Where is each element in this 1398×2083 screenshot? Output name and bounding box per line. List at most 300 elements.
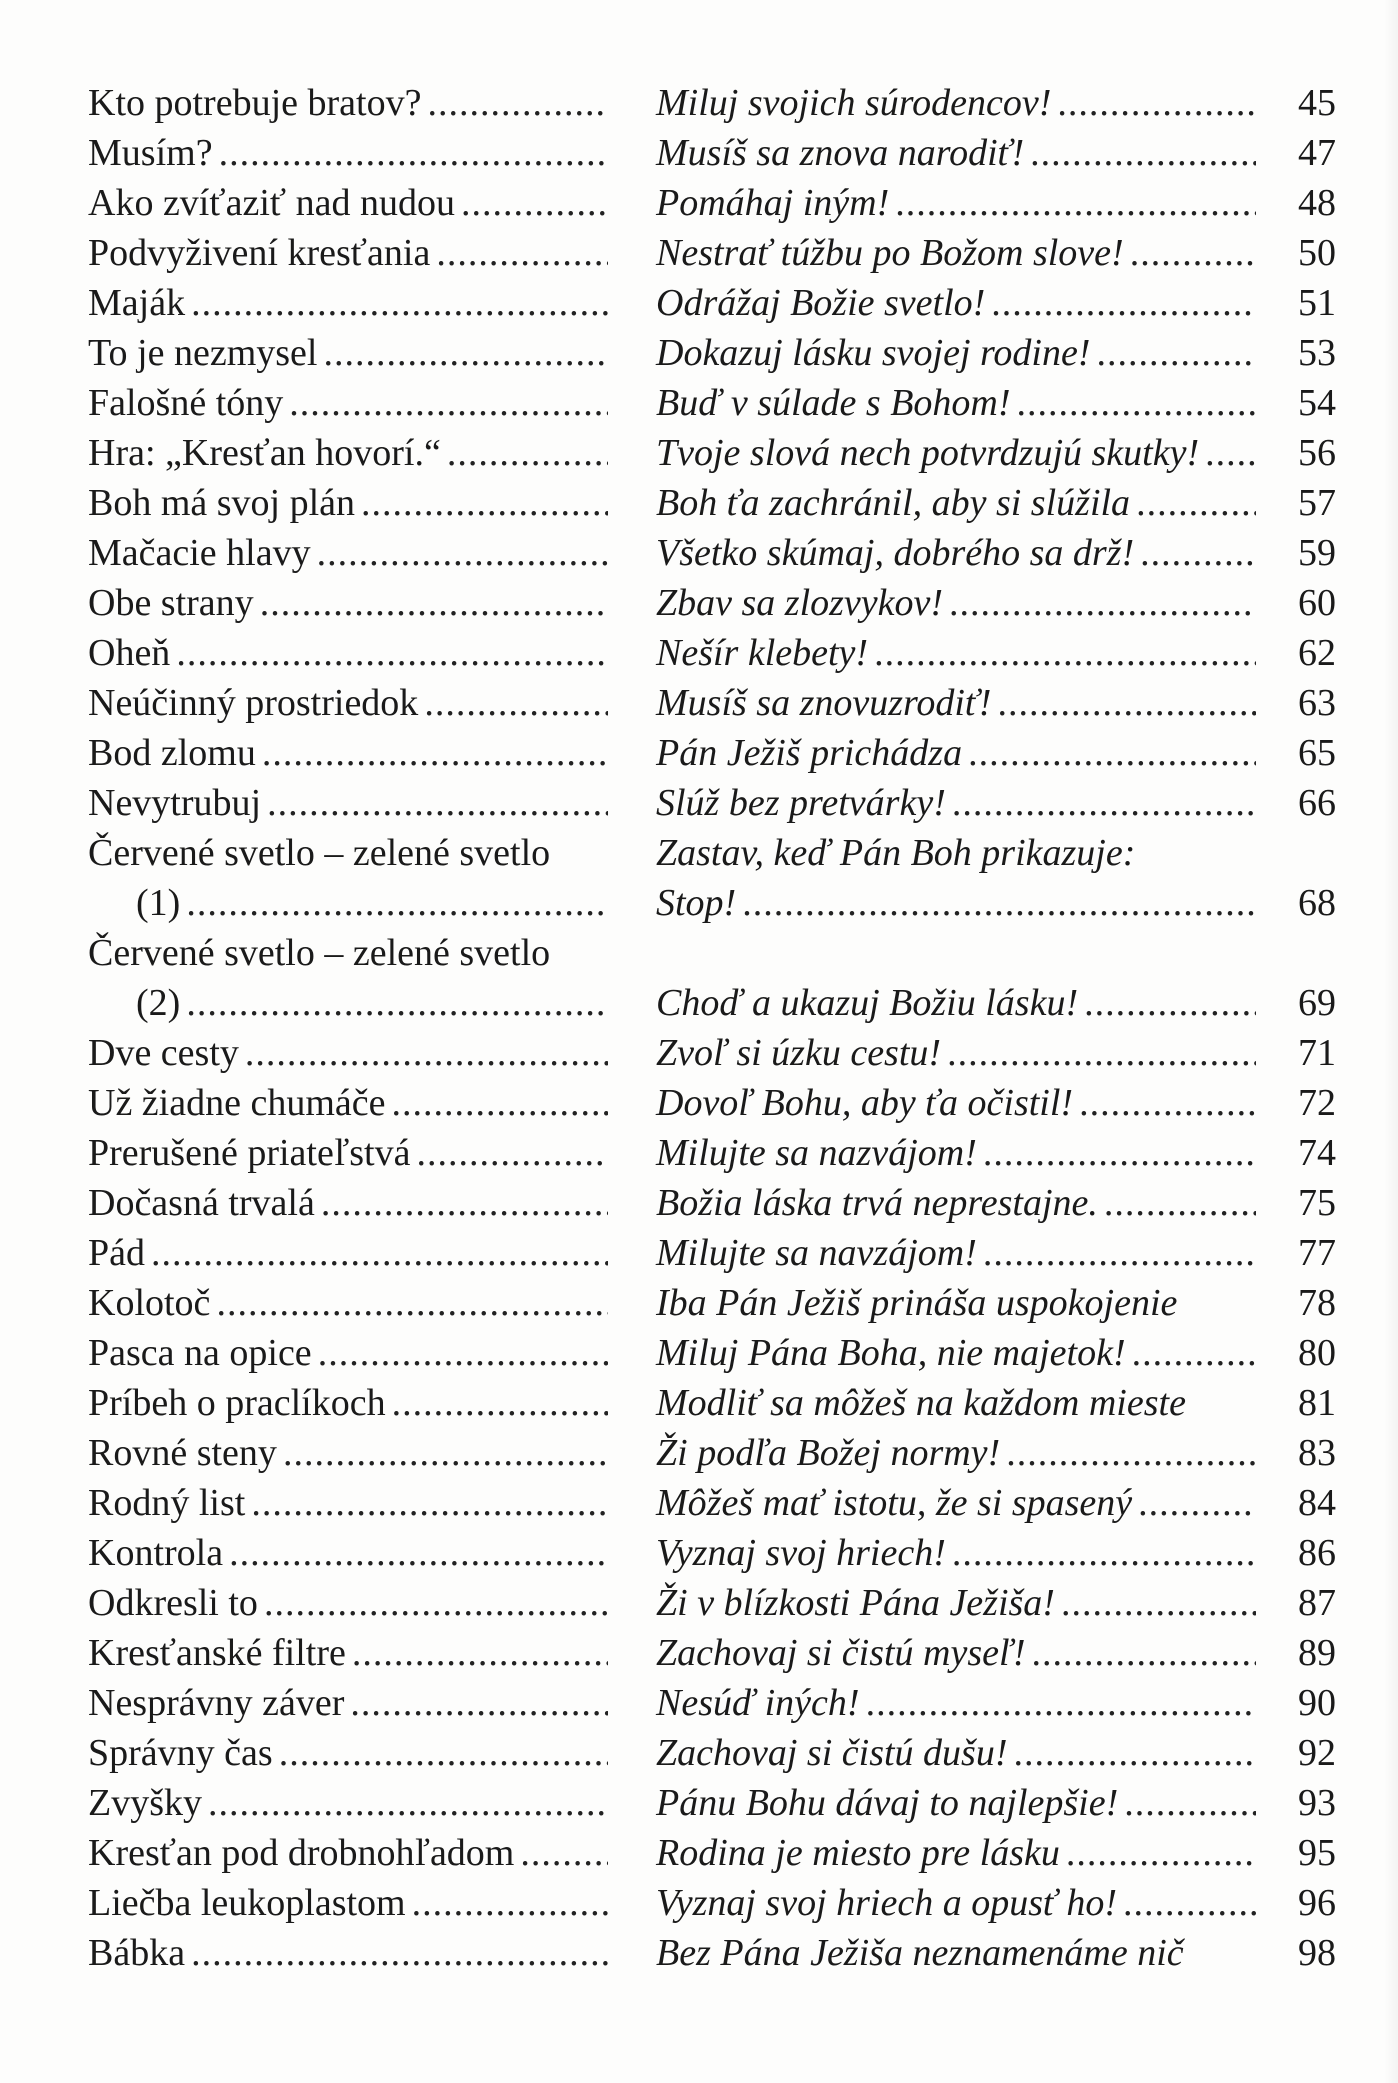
entry-motto-cell [656, 378, 1256, 428]
entry-title: Už žiadne chumáče [88, 1082, 386, 1124]
entry-title-cell [88, 828, 608, 928]
entry-motto-cell [656, 1928, 1256, 1978]
entry-title-cell [88, 578, 608, 628]
entry-title-cell [88, 328, 608, 378]
entry-motto-cell [656, 1278, 1256, 1328]
dot-leader [318, 1328, 608, 1378]
entry-motto-cell [656, 1028, 1256, 1078]
toc-entry [88, 1078, 1358, 1128]
toc-entry [88, 1878, 1358, 1928]
entry-page-number: 69 [1298, 982, 1336, 1024]
entry-title-cell [88, 928, 608, 1028]
entry-title: Dočasná trvalá [88, 1182, 315, 1224]
entry-title-line [88, 228, 608, 278]
entry-page-number: 56 [1298, 432, 1336, 474]
entry-page-number: 80 [1298, 1332, 1336, 1374]
entry-title-line [88, 678, 608, 728]
entry-motto: Nešír klebety! [656, 632, 869, 674]
entry-title-line [88, 1028, 608, 1078]
entry-motto: Dokazuj lásku svojej rodine! [656, 332, 1091, 374]
entry-motto-cell [656, 1878, 1256, 1928]
dot-leader [245, 1028, 608, 1078]
entry-motto-cell [656, 778, 1256, 828]
entry-motto: Ži v blízkosti Pána Ježiša! [656, 1582, 1055, 1624]
toc-entry [88, 1928, 1358, 1978]
toc-entry [88, 1478, 1358, 1528]
entry-title-line [88, 1628, 608, 1678]
entry-title-cell [88, 228, 608, 278]
entry-motto-cell [656, 1328, 1256, 1378]
toc-entry [88, 278, 1358, 328]
entry-motto: Pán Ježiš prichádza [656, 732, 963, 774]
dot-leader [216, 1278, 608, 1328]
entry-title-cell [88, 1078, 608, 1128]
dot-leader [1006, 1428, 1256, 1478]
entry-title-line [88, 528, 608, 578]
entry-title-line [88, 1578, 608, 1628]
dot-leader [279, 1728, 608, 1778]
entry-title: Obe strany [88, 582, 254, 624]
entry-motto: Rodina je miesto pre lásku [656, 1832, 1060, 1874]
entry-motto: Zbav sa zlozvykov! [656, 582, 944, 624]
entry-title-cell [88, 78, 608, 128]
entry-motto: Vyznaj svoj hriech! [656, 1532, 946, 1574]
entry-motto: Pomáhaj iným! [656, 182, 890, 224]
dot-leader [1136, 478, 1256, 528]
entry-page-number: 98 [1298, 1932, 1336, 1974]
dot-leader [1140, 528, 1256, 578]
dot-leader [219, 128, 608, 178]
entry-title: Pasca na opice [88, 1332, 312, 1374]
dot-leader [321, 1178, 608, 1228]
entry-title: Boh má svoj plán [88, 482, 356, 524]
dot-leader [866, 1678, 1256, 1728]
entry-motto-cell [656, 178, 1256, 228]
entry-title-cell [88, 628, 608, 678]
entry-title: Zvyšky [88, 1782, 202, 1824]
entry-page-number: 45 [1298, 82, 1336, 124]
dot-leader [267, 778, 608, 828]
entry-motto: Slúž bez pretvárky! [656, 782, 946, 824]
entry-motto: Božia láska trvá neprestajne. [656, 1182, 1098, 1224]
entry-title: Hra: „Kresťan hovorí.“ [88, 432, 441, 474]
dot-leader [1123, 1878, 1256, 1928]
entry-motto-cell [656, 1428, 1256, 1478]
entry-title: Kolotoč [88, 1282, 211, 1324]
dot-leader [461, 178, 608, 228]
entry-title-line [88, 378, 608, 428]
entry-motto: Odrážaj Božie svetlo! [656, 282, 986, 324]
dot-leader [1104, 1178, 1256, 1228]
entry-motto-line [656, 478, 1256, 528]
entry-motto: Modliť sa môžeš na každom mieste [656, 1382, 1186, 1424]
entry-motto: Miluj Pána Boha, nie majetok! [656, 1332, 1126, 1374]
entry-title-line [88, 1728, 608, 1778]
entry-title: Pád [88, 1232, 145, 1274]
dot-leader [895, 178, 1256, 228]
entry-title: Neúčinný prostriedok [88, 682, 419, 724]
entry-title: Kresťanské filtre [88, 1632, 346, 1674]
entry-title-cell [88, 778, 608, 828]
entry-title-cell [88, 1828, 608, 1878]
toc-entry [88, 1028, 1358, 1078]
dot-leader [874, 628, 1256, 678]
entry-motto: Pánu Bohu dávaj to najlepšie! [656, 1782, 1119, 1824]
dot-leader [251, 1478, 608, 1528]
entry-title: Odkresli to [88, 1582, 258, 1624]
entry-title: Príbeh o praclíkoch [88, 1382, 386, 1424]
dot-leader [264, 1578, 608, 1628]
toc-entry [88, 1378, 1358, 1428]
dot-leader [1096, 328, 1256, 378]
entry-title-line [88, 1428, 608, 1478]
dot-leader [952, 1528, 1256, 1578]
dot-leader [412, 1878, 608, 1928]
entry-motto-cell [656, 1778, 1256, 1828]
entry-title-line [88, 178, 608, 228]
toc-entry [88, 128, 1358, 178]
entry-title: Falošné tóny [88, 382, 284, 424]
dot-leader [947, 1028, 1256, 1078]
entry-motto-line [656, 1328, 1256, 1378]
entry-title-line [88, 1078, 608, 1128]
entry-title: Prerušené priateľstvá [88, 1132, 411, 1174]
toc-entry [88, 528, 1358, 578]
entry-motto-cell [656, 228, 1256, 278]
toc-entry [88, 1278, 1358, 1328]
entry-motto-line [656, 1078, 1256, 1128]
entry-motto: Ži podľa Božej normy! [656, 1432, 1001, 1474]
toc-entry [88, 228, 1358, 278]
toc-entry [88, 1678, 1358, 1728]
toc-entry [88, 928, 1358, 1028]
entry-motto-line [656, 178, 1256, 228]
entry-page-number: 59 [1298, 532, 1336, 574]
entry-title-line [88, 1828, 608, 1878]
entry-motto-line [656, 328, 1256, 378]
entry-motto-line [656, 1178, 1256, 1228]
entry-motto: Môžeš mať istotu, že si spasený [656, 1482, 1133, 1524]
entry-page-number: 77 [1298, 1232, 1336, 1274]
dot-leader [1013, 1728, 1256, 1778]
entry-title-line [88, 428, 608, 478]
entry-title-line [88, 1778, 608, 1828]
entry-title: Červené svetlo – zelené svetlo [88, 832, 551, 874]
entry-title-cell [88, 1728, 608, 1778]
dot-leader [427, 78, 608, 128]
table-of-contents [88, 78, 1358, 1978]
entry-title-cell [88, 1528, 608, 1578]
dot-leader [1084, 978, 1256, 1028]
entry-title-line [88, 1528, 608, 1578]
entry-title-line [88, 828, 608, 878]
toc-entry [88, 1778, 1358, 1828]
entry-motto: Tvoje slová nech potvrdzujú skutky! [656, 432, 1200, 474]
entry-motto-line [656, 828, 1256, 878]
entry-title-line [88, 728, 608, 778]
entry-page-number: 50 [1298, 232, 1336, 274]
entry-motto: Buď v súlade s Bohom! [656, 382, 1011, 424]
entry-motto-line [656, 228, 1256, 278]
dot-leader [283, 1428, 608, 1478]
entry-page-number: 48 [1298, 182, 1336, 224]
entry-motto-cell [656, 1628, 1256, 1678]
dot-leader [151, 1228, 608, 1278]
entry-title-cell [88, 678, 608, 728]
dot-leader [191, 278, 608, 328]
entry-motto-cell [656, 978, 1256, 1028]
entry-title-line [88, 1328, 608, 1378]
dot-leader [436, 228, 608, 278]
entry-title-cell [88, 128, 608, 178]
entry-title: Rodný list [88, 1482, 246, 1524]
toc-entry [88, 178, 1358, 228]
entry-title: Červené svetlo – zelené svetlo [88, 932, 551, 974]
entry-title-cell [88, 1778, 608, 1828]
dot-leader [392, 1378, 608, 1428]
entry-title-cell [88, 1578, 608, 1628]
entry-page-number: 66 [1298, 782, 1336, 824]
toc-entry [88, 1328, 1358, 1378]
entry-title-cell [88, 1328, 608, 1378]
entry-motto-continued: Stop! [656, 882, 737, 924]
entry-page-number: 84 [1298, 1482, 1336, 1524]
entry-motto-line [656, 128, 1256, 178]
entry-title: Mačacie hlavy [88, 532, 311, 574]
entry-title-cell [88, 528, 608, 578]
entry-motto-line [656, 628, 1256, 678]
entry-title-cell [88, 1928, 608, 1978]
entry-title-line [88, 578, 608, 628]
entry-motto-line [656, 1878, 1256, 1928]
entry-motto-line [656, 1228, 1256, 1278]
toc-entry [88, 778, 1358, 828]
entry-motto: Nestrať túžbu po Božom slove! [656, 232, 1124, 274]
entry-title-cell [88, 1478, 608, 1528]
entry-title: Podvyživení kresťania [88, 232, 431, 274]
entry-motto-line [656, 78, 1256, 128]
entry-motto: Zvoľ si úzku cestu! [656, 1032, 942, 1074]
toc-entry [88, 78, 1358, 128]
entry-title-cell [88, 1128, 608, 1178]
entry-page-number: 87 [1298, 1582, 1336, 1624]
entry-page-number: 51 [1298, 282, 1336, 324]
entry-motto-line [656, 1428, 1256, 1478]
entry-page-number: 83 [1298, 1432, 1336, 1474]
dot-leader [1130, 228, 1256, 278]
entry-title: Liečba leukoplastom [88, 1882, 406, 1924]
toc-entry [88, 378, 1358, 428]
entry-motto-line [656, 1378, 1256, 1428]
dot-leader [997, 678, 1256, 728]
entry-motto: Zachovaj si čistú myseľ! [656, 1632, 1026, 1674]
entry-title-line [88, 278, 608, 328]
entry-title-continued-line [88, 978, 608, 1028]
entry-page-number: 78 [1298, 1282, 1336, 1324]
entry-title-line [88, 778, 608, 828]
entry-motto-cell [656, 1728, 1256, 1778]
toc-entry [88, 578, 1358, 628]
entry-title: To je nezmysel [88, 332, 318, 374]
entry-motto-line [656, 1678, 1256, 1728]
dot-leader [742, 878, 1256, 928]
entry-motto: Boh ťa zachránil, aby si slúžila [656, 482, 1131, 524]
dot-leader [191, 1928, 608, 1978]
entry-title: Rovné steny [88, 1432, 277, 1474]
entry-title: Nevytrubuj [88, 782, 262, 824]
dot-leader [289, 378, 608, 428]
entry-motto: Milujte sa navzájom! [656, 1232, 977, 1274]
entry-motto-cell [656, 828, 1256, 928]
dot-leader [447, 428, 608, 478]
entry-motto-cell [656, 628, 1256, 678]
entry-title-line [88, 1478, 608, 1528]
entry-motto-cell [656, 1228, 1256, 1278]
entry-title-line [88, 928, 608, 978]
entry-title-cell [88, 378, 608, 428]
toc-entry [88, 1228, 1358, 1278]
entry-motto-line [656, 1028, 1256, 1078]
dot-leader [949, 578, 1256, 628]
entry-motto-cell [656, 1128, 1256, 1178]
dot-leader [1061, 1578, 1256, 1628]
entry-page-number: 54 [1298, 382, 1336, 424]
toc-entry [88, 1428, 1358, 1478]
entry-motto-cell [656, 78, 1256, 128]
entry-motto-cell [656, 428, 1256, 478]
toc-entry [88, 628, 1358, 678]
entry-title-line [88, 1278, 608, 1328]
entry-motto-line [656, 528, 1256, 578]
dot-leader [1066, 1828, 1256, 1878]
entry-title: Správny čas [88, 1732, 273, 1774]
entry-motto-line [656, 1828, 1256, 1878]
entry-motto-line [656, 578, 1256, 628]
entry-title: Kontrola [88, 1532, 224, 1574]
dot-leader [983, 1228, 1256, 1278]
entry-motto: Vyznaj svoj hriech a opusť ho! [656, 1882, 1117, 1924]
dot-leader [176, 628, 608, 678]
entry-motto: Dovoľ Bohu, aby ťa očistil! [656, 1082, 1074, 1124]
entry-title-cell [88, 178, 608, 228]
toc-entry [88, 1628, 1358, 1678]
toc-entry [88, 1128, 1358, 1178]
entry-page-number: 75 [1298, 1182, 1336, 1224]
entry-motto: Zachovaj si čistú dušu! [656, 1732, 1008, 1774]
entry-motto-line [656, 978, 1256, 1028]
entry-motto-cell [656, 728, 1256, 778]
dot-leader [1205, 428, 1256, 478]
entry-motto-cell [656, 1478, 1256, 1528]
entry-motto: Musíš sa znovuzrodiť! [656, 682, 992, 724]
entry-motto-line [656, 1578, 1256, 1628]
entry-title-line [88, 1678, 608, 1728]
entry-motto-line [656, 1478, 1256, 1528]
entry-motto-cell [656, 1828, 1256, 1878]
dot-leader [352, 1628, 608, 1678]
toc-entry [88, 1178, 1358, 1228]
entry-motto-continued-line [656, 878, 1256, 928]
toc-entry [88, 478, 1358, 528]
entry-motto-cell [656, 128, 1256, 178]
entry-motto-line [656, 1528, 1256, 1578]
entry-title-cell [88, 278, 608, 328]
entry-title-line [88, 1178, 608, 1228]
entry-title-line [88, 1228, 608, 1278]
entry-title-cell [88, 428, 608, 478]
entry-page-number: 65 [1298, 732, 1336, 774]
entry-title-cell [88, 1678, 608, 1728]
entry-motto-cell [656, 478, 1256, 528]
entry-page-number: 47 [1298, 132, 1336, 174]
toc-entry [88, 1828, 1358, 1878]
entry-title-cell [88, 1378, 608, 1428]
dot-leader [323, 328, 608, 378]
entry-page-number: 81 [1298, 1382, 1336, 1424]
entry-title-line [88, 78, 608, 128]
entry-page-number: 86 [1298, 1532, 1336, 1574]
entry-motto-line [656, 278, 1256, 328]
dot-leader [424, 678, 608, 728]
entry-motto-line [656, 428, 1256, 478]
dot-leader [1124, 1778, 1256, 1828]
entry-title-continued-line [88, 878, 608, 928]
entry-title-cell [88, 1178, 608, 1228]
entry-motto-cell [656, 1528, 1256, 1578]
entry-motto: Nesúď iných! [656, 1682, 860, 1724]
entry-title-line [88, 128, 608, 178]
dot-leader [1031, 1628, 1256, 1678]
entry-motto: Miluj svojich súrodencov! [656, 82, 1052, 124]
entry-motto-line [656, 378, 1256, 428]
dot-leader [952, 778, 1256, 828]
entry-page-number: 71 [1298, 1032, 1336, 1074]
entry-page-number: 96 [1298, 1882, 1336, 1924]
dot-leader [229, 1528, 608, 1578]
entry-title-continued: (1) [136, 882, 181, 924]
dot-leader [208, 1778, 608, 1828]
toc-entry [88, 1728, 1358, 1778]
dot-leader [392, 1078, 609, 1128]
entry-page-number: 68 [1298, 882, 1336, 924]
entry-motto-cell [656, 278, 1256, 328]
dot-leader [1017, 378, 1256, 428]
entry-title-line [88, 328, 608, 378]
entry-title-line [88, 1928, 608, 1978]
entry-motto: Milujte sa nazvájom! [656, 1132, 977, 1174]
toc-entry [88, 1578, 1358, 1628]
dot-leader [1079, 1078, 1256, 1128]
entry-title-line [88, 478, 608, 528]
entry-page-number: 74 [1298, 1132, 1336, 1174]
entry-title-cell [88, 1628, 608, 1678]
entry-motto-line [656, 1928, 1256, 1978]
entry-page-number: 89 [1298, 1632, 1336, 1674]
dot-leader [520, 1828, 608, 1878]
entry-motto-line [656, 1778, 1256, 1828]
dot-leader [1138, 1478, 1256, 1528]
entry-title: Kresťan pod drobnohľadom [88, 1832, 515, 1874]
entry-motto-line [656, 1128, 1256, 1178]
entry-motto: Bez Pána Ježiša neznamenáme nič [656, 1932, 1184, 1974]
toc-entry [88, 678, 1358, 728]
dot-leader [1132, 1328, 1256, 1378]
entry-motto-cell [656, 1178, 1256, 1228]
entry-motto: Všetko skúmaj, dobrého sa drž! [656, 532, 1135, 574]
entry-title-cell [88, 1428, 608, 1478]
entry-motto-line [656, 1278, 1256, 1328]
entry-title-cell [88, 1028, 608, 1078]
